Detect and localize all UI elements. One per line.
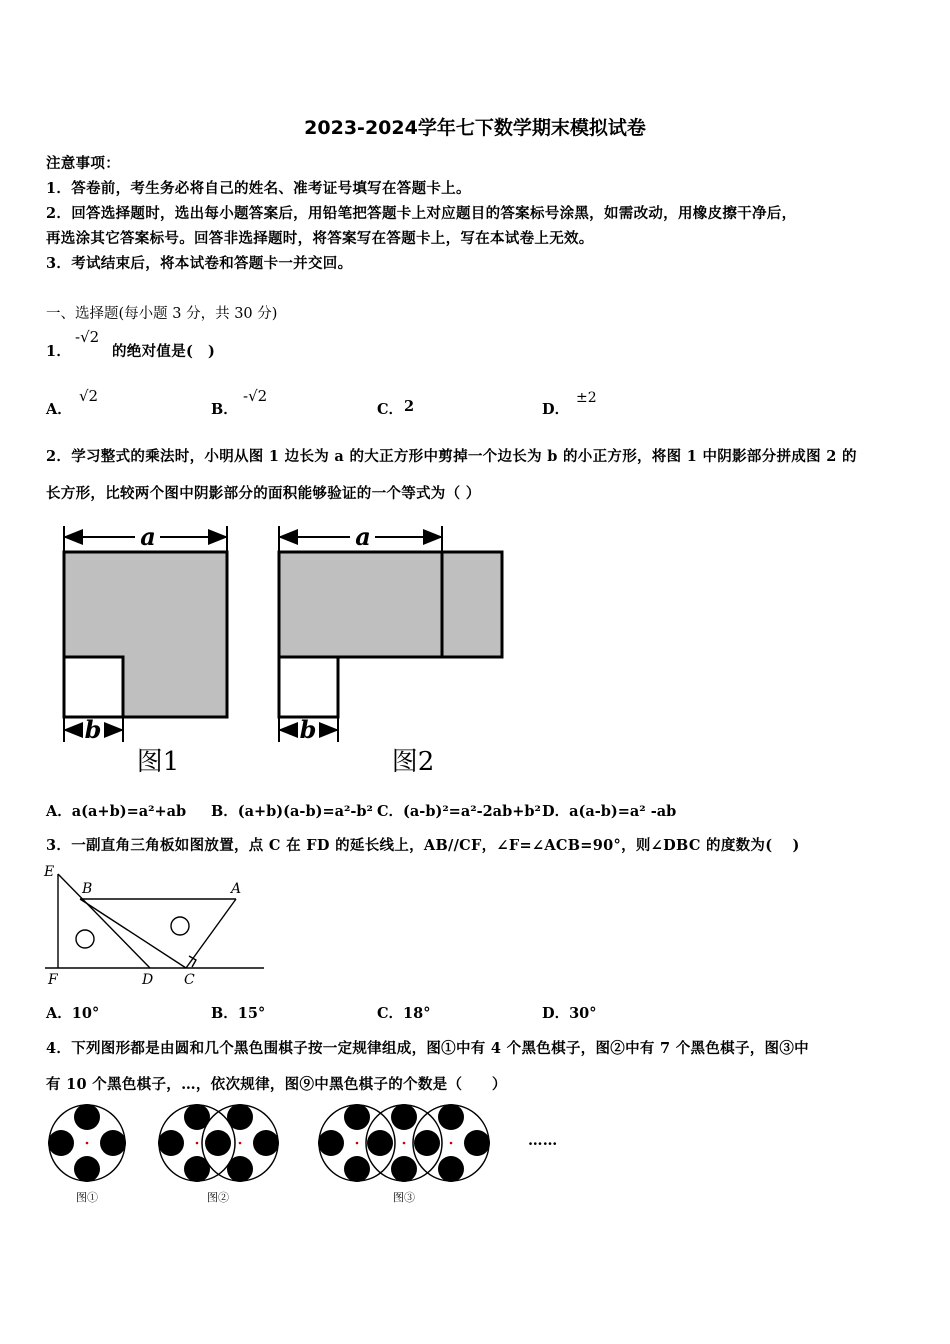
q3-option-d [542,1002,597,1023]
notice-item-2: 2．回答选择题时，选出每小题答案后，用铅笔把答题卡上对应题目的答案标号涂黑，如需改动，用橡皮擦干净后， [46,205,797,222]
q4-text-line1: 4．下列图形都是由圆和几个黑色围棋子按一定规律组成，图①中有 4 个黑色棋子，图②中有 7 个黑色棋子，图③中 [46,1040,809,1057]
q1-option-a-label: A． [46,401,72,418]
q2-option-d [542,800,676,821]
q3-option-a-value: 10° [71,1005,100,1022]
q2-option-b [211,800,373,821]
q3-option-c-value: 18° [403,1005,431,1022]
q1-option-d-label: D． [542,401,570,418]
q2-option-c-label: C． [377,803,404,820]
q1-option-d-value: ±2 [576,390,597,406]
q3-option-d-label: D． [542,1005,570,1022]
q3-label-f: F [48,972,58,988]
q2-text-line2: 长方形，比较两个图中阴影部分的面积能够验证的一个等式为（ ） [46,485,481,502]
q1-number: 1． [46,343,72,360]
notice-item-1: 1．答卷前，考生务必将自己的姓名、准考证号填写在答题卡上。 [46,180,471,197]
q3-option-a [46,1002,99,1023]
fig2-caption: 图2 [391,747,435,777]
q4-figure-1 [45,1100,130,1210]
q3-text: 3．一副直角三角板如图放置，点 C 在 FD 的延长线上，AB//CF，∠F=∠ACB=90°，则∠DBC 的度数为( ) [46,837,800,854]
fig1-label-a: a [140,522,156,551]
q2-text-line1: 2．学习整式的乘法时，小明从图 1 边长为 a 的大正方形中剪掉一个边长为 b 的小正方形，将图 1 中阴影部分拼成图 2 的 [46,448,857,465]
q2-option-a-value: a(a+b)=a²+ab [71,803,187,820]
q3-option-c-label: C． [377,1005,404,1022]
fig1-caption: 图1 [136,747,180,777]
fig1-label-b: b [84,715,102,744]
page-title: 2023-2024学年七下数学期末模拟试卷 [304,117,646,139]
section-heading: 一、选择题(每小题 3 分，共 30 分) [46,306,278,322]
q3-label-d: D [142,972,154,988]
q3-label-b: B [82,881,93,897]
q3-figure [40,860,270,990]
q2-option-d-value: a(a-b)=a² -ab [569,803,677,820]
q4-caption-1: 图① [76,1191,98,1204]
q3-option-b [211,1002,265,1023]
q3-option-c [377,1002,430,1023]
q1-option-b-value: -√2 [243,387,268,405]
fig2-label-b: b [299,715,317,744]
q3-label-c: C [184,972,195,988]
q2-option-a [46,800,186,821]
q3-option-d-value: 30° [569,1005,597,1022]
q1-option-c-label: C． [377,401,404,418]
q2-figure-2 [270,520,520,780]
q1-expression: -√2 [75,328,100,346]
q3-label-a: A [231,881,242,897]
notice-heading: 注意事项： [46,155,120,172]
q2-option-c-value: (a-b)²=a²-2ab+b² [403,803,541,820]
q2-option-b-value: (a+b)(a-b)=a²-b² [237,803,373,820]
q1-option-c-value: 2 [404,398,415,415]
q2-option-c [377,800,541,821]
fig2-label-a: a [355,522,371,551]
notice-item-3: 3．考试结束后，将本试卷和答题卡一并交回。 [46,255,353,272]
q1-text: 的绝对值是( ) [112,343,216,360]
q2-figure-1 [55,520,245,780]
q4-text-line2: 有 10 个黑色棋子，…，依次规律，图⑨中黑色棋子的个数是（ ） [46,1076,507,1093]
q1-option-b-label: B． [211,401,238,418]
q3-label-e: E [44,864,55,880]
q1-option-a-value: √2 [79,387,99,405]
q3-option-b-label: B． [211,1005,238,1022]
q4-caption-3: 图③ [393,1191,415,1204]
notice-item-2-cont: 再选涂其它答案标号。回答非选择题时，将答案写在答题卡上，写在本试卷上无效。 [46,230,594,247]
q4-caption-2: 图② [207,1191,229,1204]
q2-option-b-label: B． [211,803,238,820]
q4-figure-3 [315,1100,495,1210]
q2-option-a-label: A． [46,803,72,820]
q3-option-b-value: 15° [237,1005,266,1022]
q2-option-d-label: D． [542,803,570,820]
q4-ellipsis: …… [528,1132,558,1149]
q3-option-a-label: A． [46,1005,72,1022]
q4-figure-2 [155,1100,285,1210]
